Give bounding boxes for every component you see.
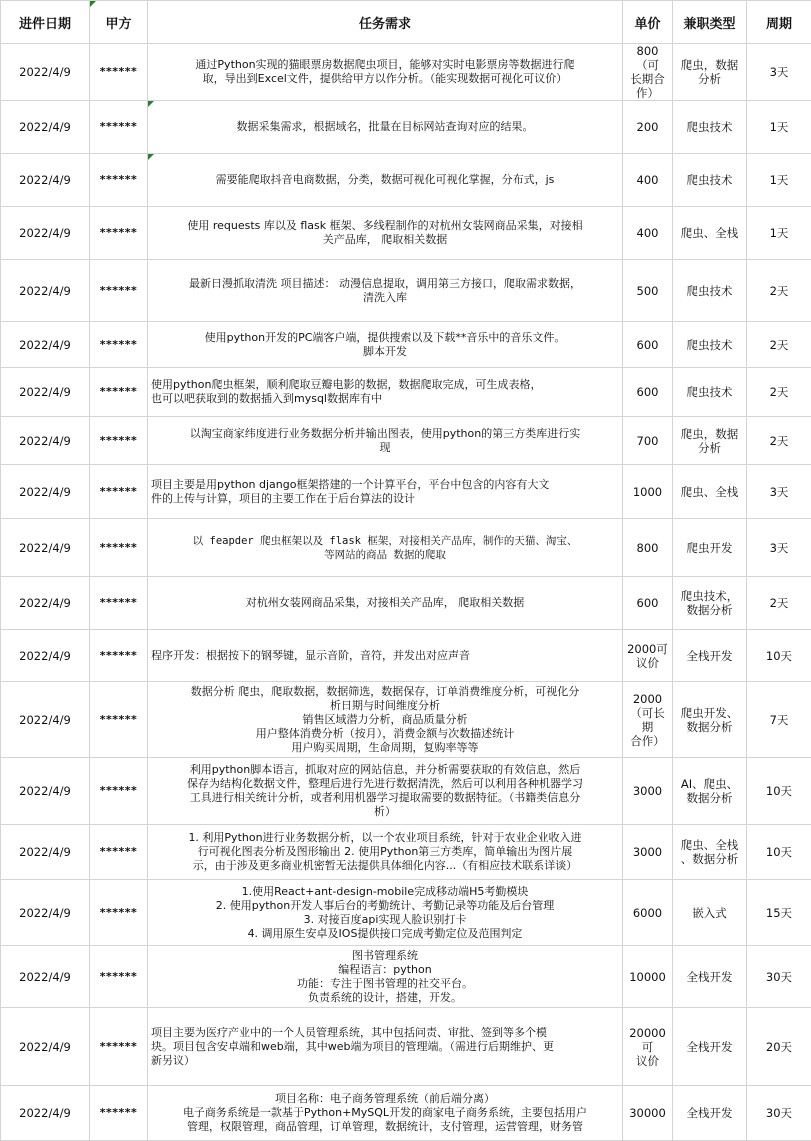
cell-party[interactable]: ****** [90,519,148,577]
cell-task[interactable] [148,682,623,758]
cell-date[interactable]: 2022/4/9 [1,207,90,260]
cell-task[interactable] [148,101,623,154]
price-line: 20000可 [627,1026,668,1054]
task-line: 示，由于涉及更多商业机密暂无法提供具体细化内容...（有相应技术联系详谈） [151,859,619,873]
cell-period[interactable]: 30天 [747,1086,811,1141]
cell-period[interactable]: 10天 [747,758,811,825]
cell-type[interactable] [673,946,747,1008]
cell-period[interactable]: 15天 [747,880,811,946]
cell-party[interactable]: ****** [90,577,148,630]
cell-party[interactable]: ****** [90,44,148,101]
cell-type[interactable] [673,577,747,630]
type-line: 爬虫技术 [677,338,742,352]
type-line: 分析 [677,72,742,86]
cell-period[interactable]: 2天 [747,417,811,465]
cell-task[interactable] [148,758,623,825]
cell-date[interactable]: 2022/4/9 [1,322,90,368]
task-line: 2. 使用python开发人事后台的考勤统计、考勤记录等功能及后台管理 [151,899,619,913]
cell-period[interactable]: 2天 [747,368,811,417]
cell-price[interactable] [623,758,673,825]
cell-type[interactable] [673,825,747,880]
cell-party[interactable]: ****** [90,825,148,880]
type-line: 数据分析 [677,791,742,805]
cell-party[interactable]: ****** [90,260,148,322]
cell-type[interactable] [673,880,747,946]
cell-type[interactable] [673,1008,747,1086]
cell-type[interactable] [673,322,747,368]
cell-period[interactable]: 1天 [747,101,811,154]
task-line: 通过Python实现的猫眼票房数据爬虫项目，能够对实时电影票房等数据进行爬 [151,58,619,72]
task-line: 保存为结构化数据文件，整理后进行先进行数据清洗，然后可以利用各种机器学习 [151,777,619,791]
price-line: 400 [627,173,668,187]
table-row [1,417,811,465]
cell-date[interactable]: 2022/4/9 [1,154,90,207]
task-line: 电子商务系统是一款基于Python+MySQL开发的商家电子商务系统，主要包括用户 [151,1106,619,1120]
header-date[interactable]: 进件日期 [1,1,90,44]
task-line: 1. 利用Python进行业务数据分析，以一个农业项目系统，针对于农业企业收入进 [151,831,619,845]
price-line: 30000 [627,1106,668,1120]
price-line: 长期合 [627,72,668,86]
type-line: 爬虫技术 [677,173,742,187]
table-row [1,207,811,260]
type-line: 全栈开发 [677,1040,742,1054]
cell-period[interactable]: 10天 [747,630,811,682]
task-line: 项目主要是用python django框架搭建的一个计算平台，平台中包含的内容有大文 [151,478,619,492]
cell-type[interactable] [673,44,747,101]
table-row [1,260,811,322]
price-line: 议价 [627,656,668,670]
cell-party[interactable]: ****** [90,322,148,368]
cell-period[interactable]: 3天 [747,44,811,101]
cell-price[interactable] [623,322,673,368]
task-line: 取，导出到Excel文件，提供给甲方以作分析。（能实现数据可视化可议价） [151,72,619,86]
task-line: 销售区域潜力分析，商品质量分析 [151,713,619,727]
cell-period[interactable]: 1天 [747,207,811,260]
cell-price[interactable] [623,519,673,577]
cell-date[interactable]: 2022/4/9 [1,368,90,417]
cell-type[interactable] [673,630,747,682]
cell-party[interactable]: ****** [90,758,148,825]
cell-task[interactable] [148,880,623,946]
cell-date[interactable]: 2022/4/9 [1,946,90,1008]
cell-type[interactable] [673,154,747,207]
cell-price[interactable] [623,825,673,880]
task-line: 使用python开发的PC端客户端，提供搜索以及下载**音乐中的音乐文件。 [151,331,619,345]
cell-price[interactable] [623,1086,673,1141]
cell-party[interactable]: ****** [90,1008,148,1086]
cell-price[interactable] [623,682,673,758]
cell-date[interactable]: 2022/4/9 [1,519,90,577]
cell-price[interactable] [623,465,673,519]
table-row [1,368,811,417]
header-type[interactable]: 兼职类型 [673,1,747,44]
type-line: 爬虫，数据 [677,427,742,441]
type-line: 全栈开发 [677,970,742,984]
cell-task[interactable] [148,519,623,577]
task-line: 块。项目包含安卓端和web端，其中web端为项目的管理端。（需进行后期维护、更 [151,1040,619,1054]
cell-date[interactable]: 2022/4/9 [1,577,90,630]
cell-type[interactable] [673,465,747,519]
cell-date[interactable]: 2022/4/9 [1,1008,90,1086]
task-line: 也可以吧获取到的数据插入到mysql数据库有中 [151,392,619,406]
cell-task[interactable] [148,417,623,465]
type-line: 全栈开发 [677,1106,742,1120]
cell-party[interactable]: ****** [90,207,148,260]
price-line: 500 [627,284,668,298]
cell-price[interactable] [623,368,673,417]
price-line: 800（可 [627,44,668,72]
task-line: 编程语言：python [151,963,619,977]
cell-task[interactable] [148,630,623,682]
price-line: 10000 [627,970,668,984]
task-line: 数据分析 爬虫，爬取数据，数据筛选，数据保存，订单消费维度分析，可视化分 [151,685,619,699]
cell-party[interactable]: ****** [90,880,148,946]
table-row [1,154,811,207]
type-line: 爬虫、全栈 [677,838,742,852]
cell-type[interactable] [673,260,747,322]
cell-price[interactable] [623,260,673,322]
cell-task[interactable] [148,207,623,260]
table-row [1,1086,811,1141]
cell-date[interactable]: 2022/4/9 [1,1086,90,1141]
cell-period[interactable]: 3天 [747,519,811,577]
cell-period[interactable]: 2天 [747,260,811,322]
task-line: 最新日漫抓取清洗 项目描述： 动漫信息提取，调用第三方接口，爬取需求数据， [151,277,619,291]
cell-party[interactable]: ****** [90,465,148,519]
cell-type[interactable] [673,368,747,417]
cell-period[interactable]: 3天 [747,465,811,519]
cell-date[interactable]: 2022/4/9 [1,465,90,519]
cell-party[interactable]: ****** [90,682,148,758]
task-line: 脚本开发 [151,345,619,359]
cell-period[interactable]: 1天 [747,154,811,207]
cell-task[interactable] [148,260,623,322]
cell-task[interactable] [148,465,623,519]
cell-date[interactable]: 2022/4/9 [1,260,90,322]
task-line: 以淘宝商家纬度进行业务数据分析并输出图表，使用python的第三方类库进行实 [151,427,619,441]
cell-price[interactable] [623,207,673,260]
table-body [1,44,811,1141]
cell-date[interactable]: 2022/4/9 [1,44,90,101]
task-line: 件的上传与计算，项目的主要工作在于后台算法的设计 [151,492,619,506]
task-line: 新另议） [151,1054,619,1068]
price-line: 700 [627,434,668,448]
cell-task[interactable] [148,1086,623,1141]
task-line: 4. 调用原生安卓及IOS提供接口完成考勤定位及范围判定 [151,927,619,941]
task-line: 项目名称：电子商务管理系统（前后端分离） [151,1092,619,1106]
cell-price[interactable] [623,880,673,946]
task-line: 项目主要为医疗产业中的一个人员管理系统，其中包括问责、审批、签到等多个模 [151,1026,619,1040]
price-line: 3000 [627,845,668,859]
type-line: 爬虫技术， [677,589,742,603]
cell-price[interactable] [623,577,673,630]
cell-task[interactable] [148,577,623,630]
cell-task[interactable] [148,154,623,207]
cell-period[interactable]: 30天 [747,946,811,1008]
task-line: 需要能爬取抖音电商数据，分类，数据可视化可视化掌握，分布式，js [151,173,619,187]
table-row [1,101,811,154]
task-line: 图书管理系统 [151,949,619,963]
cell-party[interactable]: ****** [90,417,148,465]
price-line: 2000可 [627,642,668,656]
task-line: 1.使用React+ant-design-mobile完成移动端H5考勤模块 [151,885,619,899]
type-line: 数据分析 [677,603,742,617]
task-line: 程序开发：根据按下的钢琴键，显示音阶，音符，并发出对应声音 [151,649,619,663]
type-line: 爬虫开发、 [677,706,742,720]
type-line: 嵌入式 [677,906,742,920]
price-line: 6000 [627,906,668,920]
cell-date[interactable]: 2022/4/9 [1,758,90,825]
cell-period[interactable]: 2天 [747,577,811,630]
task-line: 现 [151,441,619,455]
task-line: 负责系统的设计，搭建，开发。 [151,991,619,1005]
price-line: 800 [627,541,668,555]
task-line: 用户购买周期，生命周期，复购率等等 [151,741,619,755]
task-line: 等网站的商品 数据的爬取 [151,548,619,562]
cell-task[interactable] [148,825,623,880]
cell-period[interactable]: 20天 [747,1008,811,1086]
task-line: 数据采集需求，根据域名，批量在目标网站查询对应的结果。 [151,120,619,134]
cell-task[interactable] [148,368,623,417]
price-line: 合作） [627,734,668,748]
task-line: 关产品库， 爬取相关数据 [151,233,619,247]
table-row [1,758,811,825]
cell-date[interactable]: 2022/4/9 [1,825,90,880]
type-line: 爬虫技术 [677,385,742,399]
cell-type[interactable] [673,417,747,465]
cell-task[interactable] [148,322,623,368]
cell-type[interactable] [673,519,747,577]
price-line: 2000 [627,692,668,706]
cell-price[interactable] [623,44,673,101]
cell-task[interactable] [148,44,623,101]
cell-party[interactable]: ****** [90,368,148,417]
cell-party[interactable]: ****** [90,1086,148,1141]
table-row [1,577,811,630]
type-line: 分析 [677,441,742,455]
cell-period[interactable]: 7天 [747,682,811,758]
price-line: 600 [627,385,668,399]
cell-price[interactable] [623,417,673,465]
table-row [1,946,811,1008]
task-line: 3. 对接百度api实现人脸识别打卡 [151,913,619,927]
cell-type[interactable] [673,1086,747,1141]
cell-price[interactable] [623,101,673,154]
cell-price[interactable] [623,630,673,682]
price-line: 400 [627,226,668,240]
type-line: 数据分析 [677,720,742,734]
cell-date[interactable]: 2022/4/9 [1,101,90,154]
type-line: 爬虫，数据 [677,58,742,72]
cell-price[interactable] [623,946,673,1008]
header-task[interactable]: 任务需求 [148,1,623,44]
price-line: 3000 [627,784,668,798]
table-row [1,682,811,758]
header-party[interactable]: 甲方 [90,1,148,44]
task-line: 管理，权限管理，商品管理，订单管理，数据统计，支付管理，运营管理，财务管 [151,1120,619,1134]
task-line: 析） [151,805,619,819]
task-line: 用户整体消费分析（按月），消费金额与次数描述统计 [151,727,619,741]
task-line: 工具进行相关统计分析，或者利用机器学习提取需要的数据特征。（书籍类信息分 [151,791,619,805]
cell-date[interactable]: 2022/4/9 [1,682,90,758]
task-line: 对杭州女装网商品采集，对接相关产品库， 爬取相关数据 [151,596,619,610]
cell-party[interactable]: ****** [90,946,148,1008]
task-line: 行可视化图表分析及图形输出 2. 使用Python第三方类库，简单输出为图片展 [151,845,619,859]
table-row [1,630,811,682]
cell-type[interactable] [673,758,747,825]
header-period[interactable]: 周期 [747,1,811,44]
cell-type[interactable] [673,207,747,260]
header-row [1,1,811,44]
table-row [1,825,811,880]
cell-party[interactable]: ****** [90,154,148,207]
cell-period[interactable]: 2天 [747,322,811,368]
type-line: 爬虫开发 [677,541,742,555]
type-line: 、数据分析 [677,852,742,866]
task-line: 清洗入库 [151,291,619,305]
price-line: 600 [627,596,668,610]
cell-date[interactable]: 2022/4/9 [1,880,90,946]
price-line: 200 [627,120,668,134]
task-line: 以 feapder 爬虫框架以及 flask 框架，对接相关产品库，制作的天猫、淘宝、 [151,534,619,548]
table-row [1,880,811,946]
cell-price[interactable] [623,154,673,207]
cell-price[interactable] [623,1008,673,1086]
type-line: 爬虫、全栈 [677,485,742,499]
price-line: 1000 [627,485,668,499]
cell-task[interactable] [148,946,623,1008]
table-row [1,44,811,101]
cell-party[interactable]: ****** [90,101,148,154]
price-line: 作） [627,86,668,100]
cell-type[interactable] [673,682,747,758]
cell-date[interactable]: 2022/4/9 [1,630,90,682]
cell-type[interactable] [673,101,747,154]
type-line: AI、爬虫、 [677,777,742,791]
table-row [1,1008,811,1086]
table-row [1,465,811,519]
task-line: 析日期与时间维度分析 [151,699,619,713]
header-price[interactable]: 单价 [623,1,673,44]
table-row [1,519,811,577]
price-line: 600 [627,338,668,352]
type-line: 爬虫技术 [677,120,742,134]
task-line: 利用python脚本语言，抓取对应的网站信息，并分析需要获取的有效信息，然后 [151,763,619,777]
table-row [1,322,811,368]
price-line: （可长期 [627,706,668,734]
task-line: 使用 requests 库以及 flask 框架、多线程制作的对杭州女装网商品采集，对接相 [151,219,619,233]
type-line: 爬虫、全栈 [677,226,742,240]
task-line: 使用python爬虫框架，顺利爬取豆瓣电影的数据，数据爬取完成，可生成表格， [151,378,619,392]
cell-party[interactable]: ****** [90,630,148,682]
type-line: 全栈开发 [677,649,742,663]
price-line: 议价 [627,1054,668,1068]
cell-date[interactable]: 2022/4/9 [1,417,90,465]
cell-task[interactable] [148,1008,623,1086]
type-line: 爬虫技术 [677,284,742,298]
cell-period[interactable]: 10天 [747,825,811,880]
task-line: 功能：专注于图书管理的社交平台。 [151,977,619,991]
